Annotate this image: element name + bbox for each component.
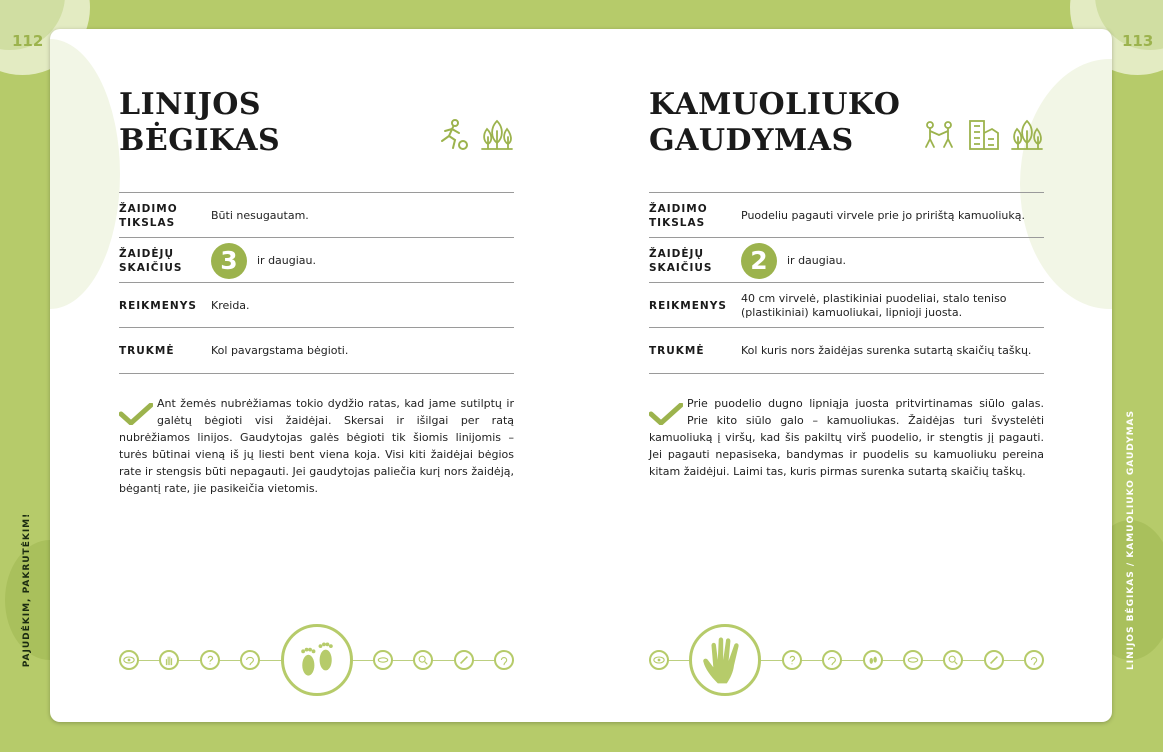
game-description: [119, 395, 514, 497]
players-row: [119, 237, 514, 283]
players-label: [649, 247, 741, 275]
label-text: ŽAIDĖJŲ: [649, 247, 704, 260]
title-line: GAUDYMAS: [649, 123, 854, 158]
equipment-label: REIKMENYS: [649, 299, 727, 312]
goal-label: [119, 202, 211, 230]
ear-icon: [240, 650, 260, 670]
side-label-right: LINIJOS BĖGIKAS / KAMUOLIUKO GAUDYMAS: [1126, 409, 1136, 671]
title-line: LINIJOS: [119, 87, 262, 122]
players-value: [741, 243, 1044, 279]
label-text: TIKSLAS: [649, 216, 706, 229]
right-page: [649, 29, 1044, 722]
two-people-icon: [922, 117, 956, 153]
feet-icon: [281, 624, 353, 696]
left-page: [119, 29, 514, 722]
equipment-row: [119, 282, 514, 328]
checkmark-icon: [119, 403, 153, 425]
player-count-badge: 3: [211, 243, 247, 279]
duration-label: TRUKMĖ: [119, 344, 175, 357]
label-text: ŽAIDĖJŲ: [119, 247, 174, 260]
magnifier-icon: [943, 650, 963, 670]
equipment-label: REIKMENYS: [119, 299, 197, 312]
players-value: [211, 243, 514, 279]
trees-icon: [480, 117, 514, 153]
duration-row: [119, 327, 514, 374]
duration-value: Kol pavargstama bėgioti.: [211, 343, 349, 357]
players-suffix: ir daugiau.: [257, 253, 317, 267]
players-suffix: ir daugiau.: [787, 253, 847, 267]
pencil-icon: [454, 650, 474, 670]
ear-icon: [1024, 650, 1044, 670]
page-title: [119, 87, 280, 159]
eye-icon: [649, 650, 669, 670]
page-title: [649, 87, 900, 159]
title-line: BĖGIKAS: [119, 123, 281, 158]
magnifier-icon: [413, 650, 433, 670]
page-number-right: 113: [1122, 32, 1154, 50]
duration-label: TRUKMĖ: [649, 344, 705, 357]
ear-icon: [494, 650, 514, 670]
label-text: SKAIČIUS: [119, 261, 183, 274]
card-circle: [50, 39, 120, 309]
feet-icon: [863, 650, 883, 670]
equipment-value: 40 cm virvelė, plastikiniai puodeliai, stalo teniso (plastikiniai) kamuoliukai, lipnioji juosta.: [741, 291, 1007, 319]
goal-row: [649, 192, 1044, 238]
label-text: ŽAIDIMO: [119, 202, 178, 215]
trees-icon: [1010, 117, 1044, 153]
duration-row: [649, 327, 1044, 374]
book-spread: [50, 29, 1112, 722]
label-text: ŽAIDIMO: [649, 202, 708, 215]
checkmark-icon: [649, 403, 683, 425]
description-text: Prie puodelio dugno lipniąja juosta pritvirtinamas siūlo galas. Prie kito siūlo galo – kamuoliukas. Žaidėjas turi švystelėti kamuoliuką į viršų, kad šis pakiltų virš puodelio, ir stengtis jį pagauti. Jei pagauti nepasiseka, bandymas ir puodelis su kamuoliuku pereina kitam žaidėjui. Laimi tas, kuris pirmas surenka sutartą skaičių taškų.: [649, 397, 1044, 478]
player-count-badge: 2: [741, 243, 777, 279]
page-number-left: 112: [12, 32, 44, 50]
goal-value: Būti nesugautam.: [211, 208, 309, 222]
eye-icon: [119, 650, 139, 670]
hand-icon: [159, 650, 179, 670]
players-label: [119, 247, 211, 275]
players-row: [649, 237, 1044, 283]
duration-value: Kol kuris nors žaidėjas surenka sutartą skaičių taškų.: [741, 343, 1032, 357]
activity-icons: [436, 117, 514, 153]
question-icon: [200, 650, 220, 670]
question-icon: [782, 650, 802, 670]
ear-icon: [822, 650, 842, 670]
equipment-value: Kreida.: [211, 298, 250, 312]
title-line: KAMUOLIUKO: [649, 87, 901, 122]
activity-icons: [922, 117, 1044, 153]
lips-icon: [373, 650, 393, 670]
description-text: Ant žemės nubrėžiamas tokio dydžio ratas, kad jame sutilptų ir galėtų bėgioti visi žaidėjai. Skersai ir išilgai per ratą nubrėžiamos linijos. Gaudytojas galės bėgioti tik šiomis linijomis – turės būtinai vieną iš jų liesti bent viena koja. Visi kiti žaidėjai bėgios rate ir stengsis būti nepagauti. Jei gaudytojas paliečia kurį nors žaidėją, bėgantį rate, jie pasikeičia vietomis.: [119, 397, 514, 495]
label-text: SKAIČIUS: [649, 261, 713, 274]
game-description: [649, 395, 1044, 480]
lips-icon: [903, 650, 923, 670]
building-icon: [966, 117, 1000, 153]
side-label-left: PAJUDĖKIM, PAKRUTĖKIM!: [22, 512, 32, 668]
goal-value: Puodeliu pagauti virvele prie jo pririštą kamuoliuką.: [741, 208, 1025, 222]
goal-label: [649, 202, 741, 230]
senses-bar: [119, 624, 514, 696]
equipment-row: [649, 282, 1044, 328]
pencil-icon: [984, 650, 1004, 670]
label-text: TIKSLAS: [119, 216, 176, 229]
senses-bar: [649, 624, 1044, 696]
goal-row: [119, 192, 514, 238]
hand-icon: [689, 624, 761, 696]
running-person-icon: [436, 117, 470, 153]
